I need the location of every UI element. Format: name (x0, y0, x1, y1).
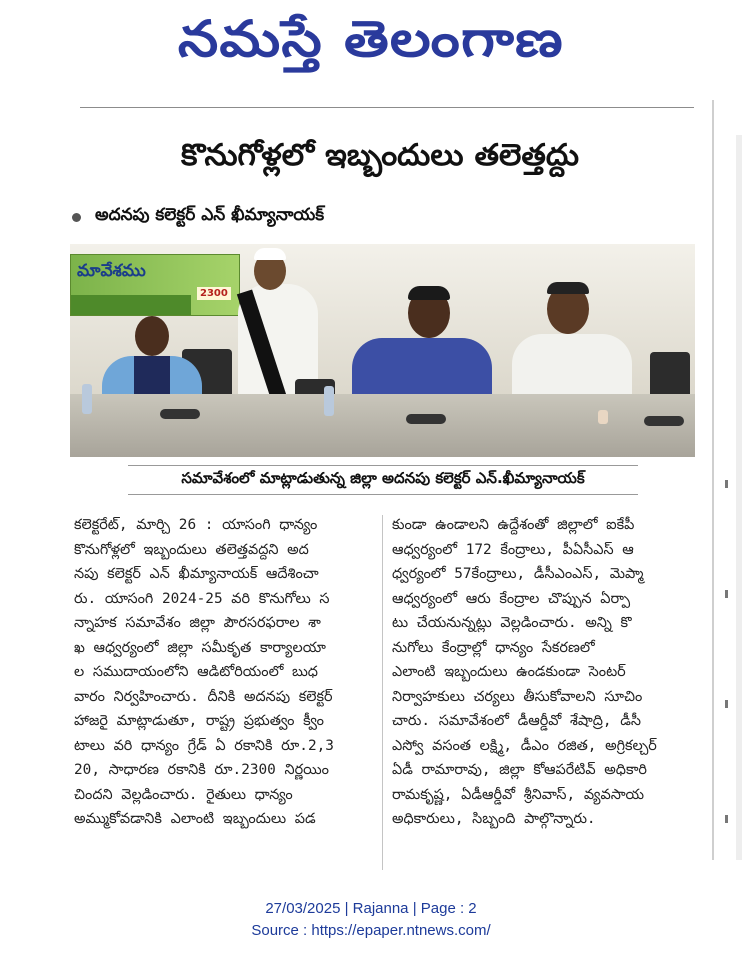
column-separator (712, 100, 714, 860)
water-bottle (324, 386, 334, 416)
banner-grass (71, 295, 191, 315)
article-line: ధ్వర్యంలో 57కేంద్రాలు, డీసీఎంఎస్, మెప్మా (392, 566, 644, 582)
nameplate (598, 410, 608, 424)
edge-mark (725, 815, 728, 823)
article-line: ఎస్వో వసంత లక్ష్మి, డీఎం రజిత, అగ్రికల్చర్ (392, 737, 657, 754)
bullet-icon (72, 213, 81, 222)
article-line: అమ్ముకోవడానికి ఎలాంటి ఇబ్బందులు పడ (74, 811, 316, 827)
column-divider (382, 515, 383, 870)
article-line: రామకృష్ణ, ఏడీఆర్డీవో శ్రీనివాస్, వ్యవసాయ (392, 786, 645, 803)
article-line: ఖ ఆధ్వర్యంలో జిల్లా సమీకృత కార్యాలయా (74, 639, 326, 656)
article-line: నిర్వాహకులు చర్యలు తీసుకోవాలని సూచిం (392, 688, 643, 705)
article-column-left (74, 513, 374, 832)
article-line: న్నాహక సమావేశం జిల్లా పౌరసరఫరాల శా (74, 615, 321, 631)
subhead (72, 205, 324, 229)
edge-mark (725, 700, 728, 708)
article-line: ల సముదాయంలోని ఆడిటోరియంలో బుధ (74, 664, 318, 680)
top-rule (80, 107, 694, 108)
microphone (644, 416, 684, 426)
footer (0, 898, 742, 942)
masthead (0, 0, 742, 90)
article-line: కుండా ఉండాలని ఉద్దేశంతో జిల్లాలో ఐకేపీ (392, 517, 635, 533)
article-line: హాజరై మాట్లాడుతూ, రాష్ట్ర ప్రభుత్వం క్వీం (74, 713, 324, 729)
article-line: చారు. సమావేశంలో డీఆర్డీవో శేషాద్రి, డీసీ (392, 713, 641, 729)
headline: కొనుగోళ్లలో ఇబ్బందులు తలెత్తద్దు (180, 138, 580, 173)
banner-text: మావేశము (77, 261, 146, 281)
banner-price: 2300 (197, 287, 231, 300)
footer-source-link[interactable]: Source : https://epaper.ntnews.com/ (251, 922, 491, 939)
meeting-photo (70, 244, 695, 457)
footer-date-line: 27/03/2025 | Rajanna | Page : 2 (265, 900, 477, 917)
article-line: ఎలాంటి ఇబ్బందులు ఉండకుండా సెంటర్ (392, 664, 626, 680)
edge-mark (725, 480, 728, 488)
photo-caption: సమావేశంలో మాట్లాడుతున్న జిల్లా అదనపు కలెక్టర్ ఎన్.ఖీమ్యానాయక్ (128, 465, 638, 495)
microphone (406, 414, 446, 424)
article-line: అధికారులు, సిబ్బంది పాల్గొన్నారు. (392, 811, 596, 827)
conference-table (70, 394, 695, 457)
article-line: టాలు వరి ధాన్యం గ్రేడ్ ఏ రకానికి రూ.2,3 (74, 737, 334, 754)
article-line: 20, సాధారణ రకానికి రూ.2300 నిర్ణయిం (74, 762, 329, 778)
article-line: కొనుగోళ్లలో ఇబ్బందులు తలెత్తవద్దని అద (74, 541, 309, 558)
edge-mark (725, 590, 728, 598)
photo-banner (70, 254, 240, 316)
article-column-right (392, 513, 702, 832)
article-line: ఏడీ రామారావు, జిల్లా కోఆపరేటివ్ అధికారి (392, 762, 647, 778)
adjacent-article-edge (736, 135, 742, 860)
article-line: నపు కలెక్టర్ ఎన్ ఖీమ్యానాయక్ ఆదేశించా (74, 566, 319, 582)
article-line: రు. యాసంగి 2024-25 వరి కొనుగోలు స (74, 590, 330, 607)
subhead-text: అదనపు కలెక్టర్ ఎన్ ఖీమ్యానాయక్ (95, 205, 325, 225)
masthead-title: నమస్తే తెలంగాణ (178, 9, 564, 68)
article-line: ఆధ్వర్యంలో 172 కేంద్రాలు, పీఏసీఎస్ ఆ (392, 541, 634, 558)
article-line: నుగోలు కేంద్రాల్లో ధాన్యం సేకరణలో (392, 639, 595, 656)
water-bottle (82, 384, 92, 414)
article-line: చిందని వెల్లడించారు. రైతులు ధాన్యం (74, 786, 293, 803)
article-line: ఆధ్వర్యంలో ఆరు కేంద్రాల చొప్పున ఏర్పా (392, 590, 631, 607)
article-line: టు చేయనున్నట్లు వెల్లడించారు. అన్ని కొ (392, 615, 632, 631)
article-line: వారం నిర్వహించారు. దీనికి అదనపు కలెక్టర్ (74, 688, 333, 705)
article-line: కలెక్టరేట్, మార్చి 26 : యాసంగి ధాన్యం (74, 517, 318, 533)
microphone (160, 409, 200, 419)
